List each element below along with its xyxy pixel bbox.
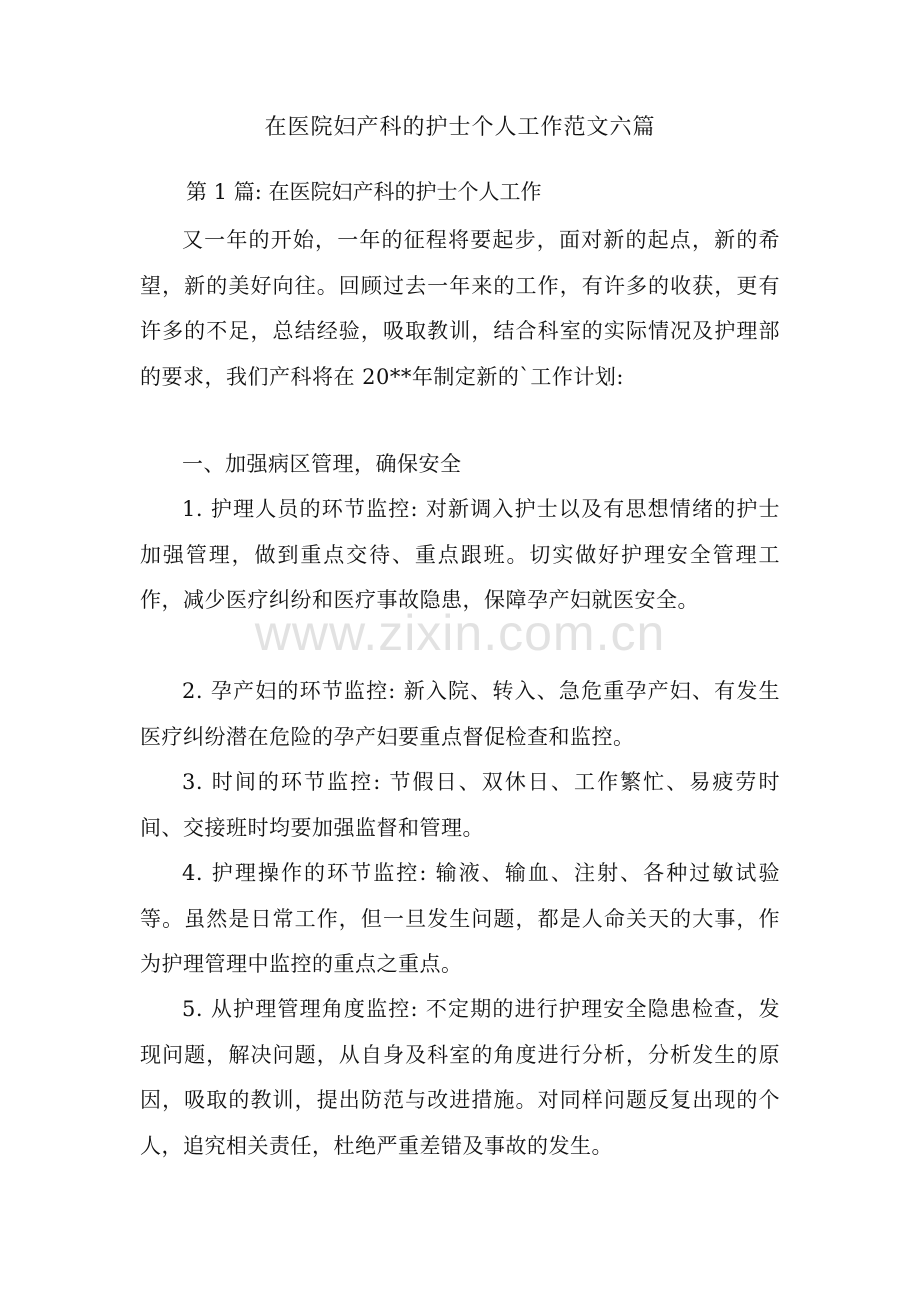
watermark: www.zixin.com.cn	[254, 605, 666, 661]
paragraph-intro: 又一年的开始，一年的征程将要起步，面对新的起点，新的希望，新的美好向往。回顾过去一年来的工作，有许多的收获，更有许多的不足，总结经验，吸取教训，结合科室的实际情况及护理部的要求，我们产科将在 20**年制定新的`工作计划:	[140, 228, 780, 389]
paragraph-item-1: 1. 护理人员的环节监控: 对新调入护士以及有思想情绪的护士加强管理，做到重点交待、重点跟班。切实做好护理安全管理工作，减少医疗纠纷和医疗事故隐患，保障孕产妇就医安全。	[140, 497, 780, 612]
paragraph-item-4: 4. 护理操作的环节监控: 输液、输血、注射、各种过敏试验等。虽然是日常工作，但一旦发生问题，都是人命关天的大事，作为护理管理中监控的重点之重点。	[140, 861, 780, 976]
paragraph-heading-ward-management: 一、加强病区管理，确保安全	[182, 452, 462, 476]
paragraph-item-2: 2. 孕产妇的环节监控: 新入院、转入、急危重孕产妇、有发生医疗纠纷潜在危险的孕产妇要重点督促检查和监控。	[140, 679, 780, 749]
document-title: 在医院妇产科的护士个人工作范文六篇	[264, 115, 656, 140]
paragraph-item-5: 5. 从护理管理角度监控: 不定期的进行护理安全隐患检查，发现问题，解决问题，从自身及科室的角度进行分析，分析发生的原因，吸取的教训，提出防范与改进措施。对同样问题反复出现的个人，追究相关责任，杜绝严重差错及事故的发生。	[140, 997, 780, 1158]
paragraph-item-3: 3. 时间的环节监控: 节假日、双休日、工作繁忙、易疲劳时间、交接班时均要加强监督和管理。	[140, 770, 780, 840]
section-heading: 第 1 篇: 在医院妇产科的护士个人工作	[186, 180, 542, 204]
